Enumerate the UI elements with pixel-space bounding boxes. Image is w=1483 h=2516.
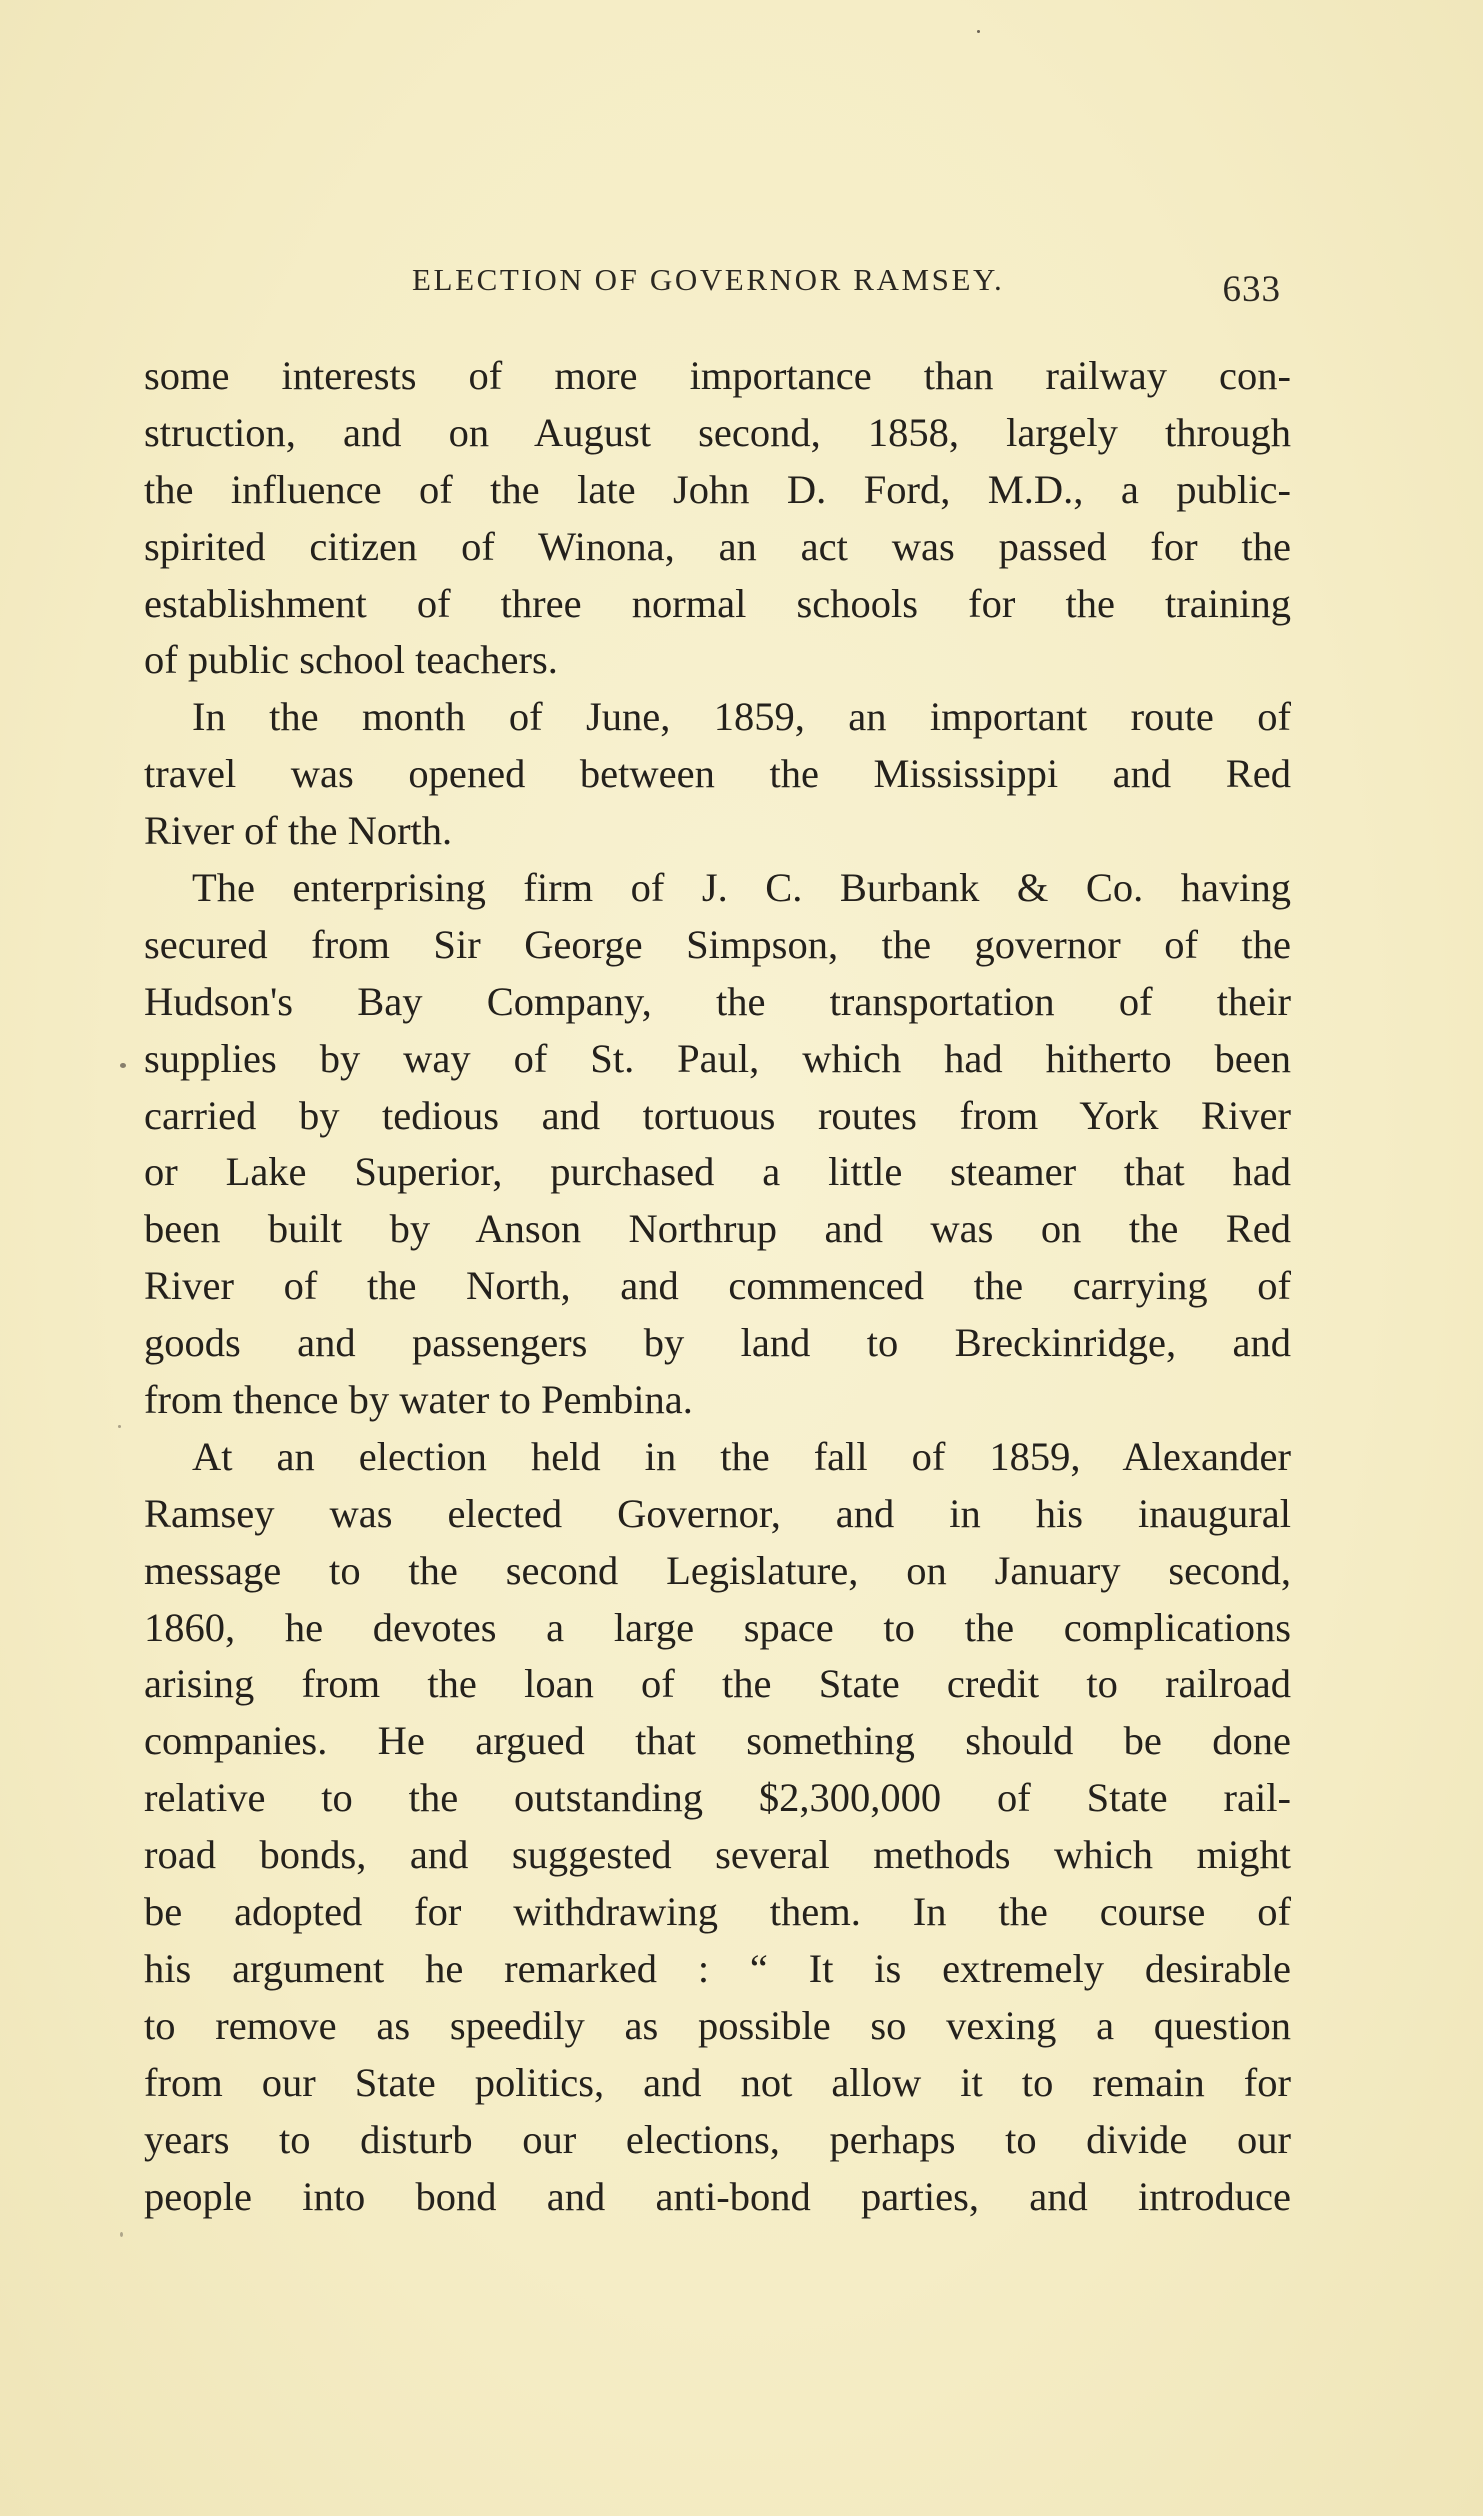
text-line: arising from the loan of the State credit to railroad bbox=[144, 1661, 1291, 1707]
running-title: ELECTION OF GOVERNOR RAMSEY. bbox=[412, 262, 1005, 297]
body-text bbox=[144, 348, 1291, 2225]
text-line: years to disturb our elections, perhaps to divide our bbox=[144, 2116, 1291, 2162]
text-line: The enterprising firm of J. C. Burbank & Co. having bbox=[192, 865, 1291, 911]
text-line: Ramsey was elected Governor, and in his inaugural bbox=[144, 1490, 1291, 1536]
text-line: goods and passengers by land to Breckinridge, and bbox=[144, 1320, 1291, 1366]
text-line: some interests of more importance than railway con- bbox=[144, 353, 1291, 398]
page-number: 633 bbox=[1222, 269, 1281, 310]
text-line: River of the North, and commenced the carrying of bbox=[144, 1263, 1291, 1309]
text-line: 1860, he devotes a large space to the complications bbox=[144, 1604, 1291, 1650]
text-line: At an election held in the fall of 1859, Alexander bbox=[192, 1433, 1291, 1479]
text-line: In the month of June, 1859, an important route of bbox=[192, 694, 1291, 740]
text-line: to remove as speedily as possible so vexing a question bbox=[144, 2002, 1291, 2048]
text-line: establishment of three normal schools for the training bbox=[144, 580, 1291, 626]
text-line: companies. He argued that something should be done bbox=[144, 1718, 1291, 1764]
text-line: struction, and on August second, 1858, largely through bbox=[144, 409, 1291, 455]
text-line: the influence of the late John D. Ford, M.D., a public- bbox=[144, 466, 1291, 512]
text-line: from our State politics, and not allow it to remain for bbox=[144, 2059, 1291, 2105]
text-line: road bonds, and suggested several methods which might bbox=[144, 1832, 1291, 1878]
paper-speck bbox=[977, 30, 980, 33]
text-line: travel was opened between the Mississippi and Red bbox=[144, 751, 1291, 797]
text-line: be adopted for withdrawing them. In the course of bbox=[144, 1889, 1291, 1935]
paper-speck bbox=[120, 2232, 123, 2237]
text-line: people into bond and anti-bond parties, and introduce bbox=[144, 2173, 1291, 2219]
paper-speck bbox=[120, 1063, 126, 1068]
text-line: spirited citizen of Winona, an act was passed for the bbox=[144, 523, 1291, 569]
text-line: Hudson's Bay Company, the transportation of their bbox=[144, 978, 1291, 1024]
text-line: secured from Sir George Simpson, the governor of the bbox=[144, 921, 1291, 967]
text-line: relative to the outstanding $2,300,000 of State rail- bbox=[144, 1775, 1291, 1821]
text-line: supplies by way of St. Paul, which had hitherto been bbox=[144, 1035, 1291, 1081]
text-line: his argument he remarked : “ It is extremely desirable bbox=[144, 1945, 1291, 1991]
paper-speck bbox=[118, 1425, 121, 1428]
running-head bbox=[144, 258, 1291, 318]
text-line: carried by tedious and tortuous routes from York River bbox=[144, 1092, 1291, 1138]
text-line: from thence by water to Pembina. bbox=[144, 1377, 693, 1423]
text-line: been built by Anson Northrup and was on the Red bbox=[144, 1206, 1291, 1252]
text-line: or Lake Superior, purchased a little steamer that had bbox=[144, 1149, 1291, 1195]
text-line: River of the North. bbox=[144, 808, 453, 854]
text-line: of public school teachers. bbox=[144, 637, 558, 683]
text-line: message to the second Legislature, on January second, bbox=[144, 1547, 1291, 1593]
